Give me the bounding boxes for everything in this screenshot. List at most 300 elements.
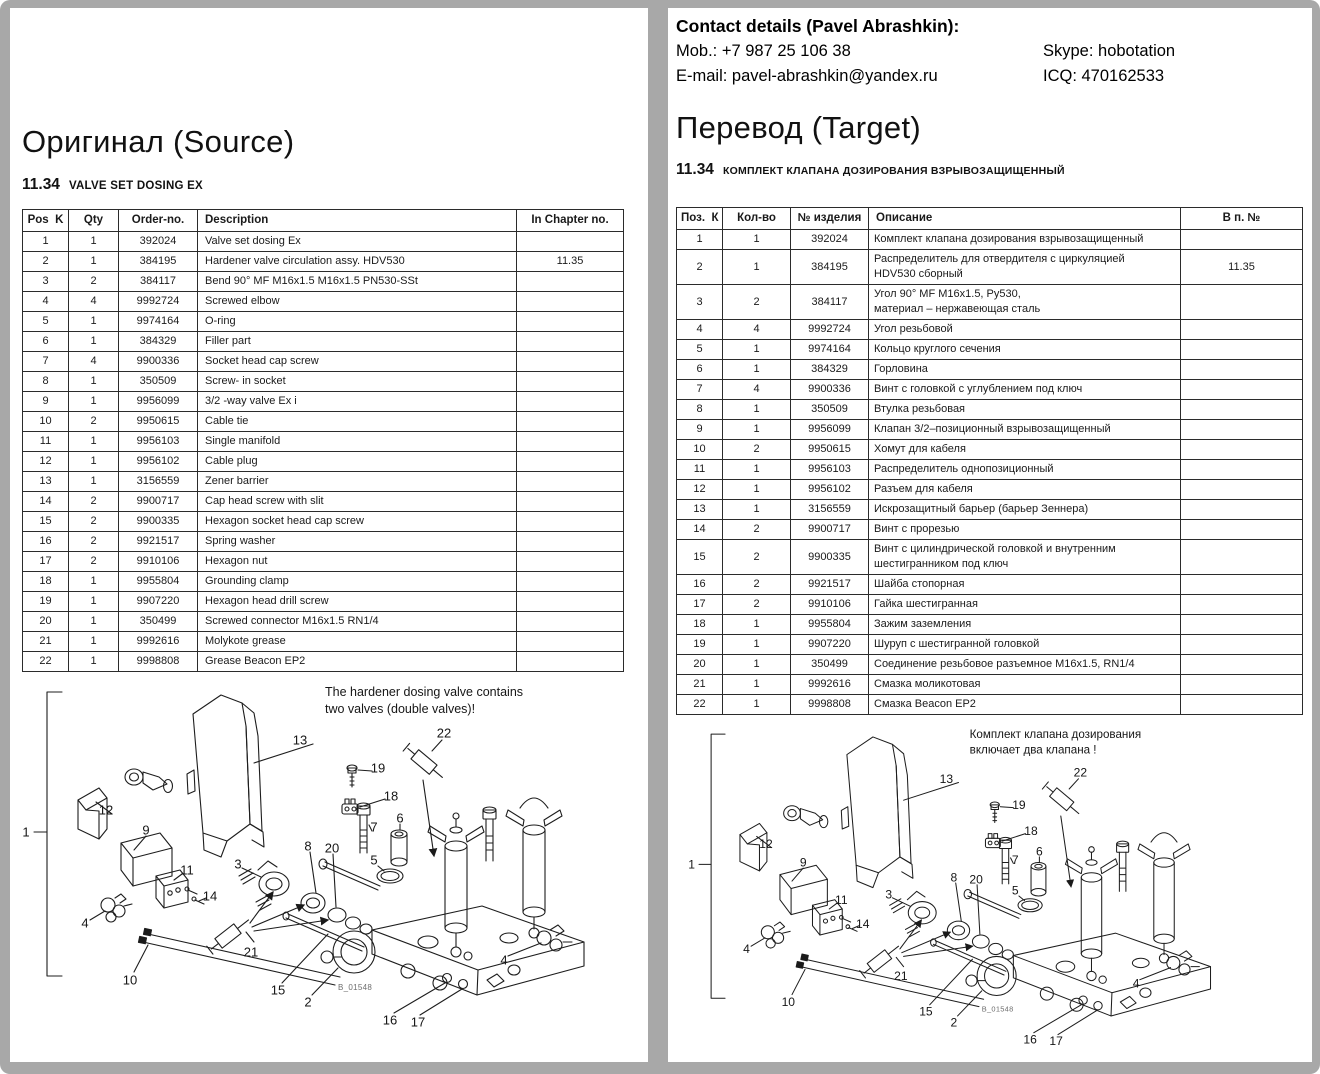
description-cell: Cable plug <box>198 452 517 472</box>
column-header: В п. № <box>1181 208 1303 230</box>
table-cell <box>517 392 624 412</box>
table-cell: 11.35 <box>1181 250 1303 285</box>
description-cell: Bend 90° MF M16x1.5 M16x1.5 PN530-SSt <box>198 272 517 292</box>
table-row <box>23 552 624 572</box>
description-cell: Valve set dosing Ex <box>198 232 517 252</box>
description-cell: Горловина <box>869 360 1181 380</box>
table-row <box>677 400 1303 420</box>
table-row <box>23 532 624 552</box>
table-cell: 9956099 <box>119 392 198 412</box>
description-cell: Grease Beacon EP2 <box>198 652 517 672</box>
table-cell <box>1181 340 1303 360</box>
table-header <box>677 208 1303 230</box>
table-cell: 9992616 <box>791 675 869 695</box>
figure-code: B_01548 <box>338 983 373 992</box>
table-cell: 1 <box>69 572 119 592</box>
part-number-label: 10 <box>122 972 138 988</box>
table-cell: 4 <box>23 292 69 312</box>
table-cell: 15 <box>23 512 69 532</box>
table-row <box>677 675 1303 695</box>
description-cell: Искрозащитный барьер (барьер Зеннера) <box>869 500 1181 520</box>
table-cell <box>1181 520 1303 540</box>
table-cell: 1 <box>69 312 119 332</box>
table-cell: 21 <box>677 675 723 695</box>
table-cell <box>1181 360 1303 380</box>
contact-heading: Contact details (Pavel Abrashkin): <box>676 16 960 36</box>
description-cell: Винт с прорезью <box>869 520 1181 540</box>
table-row <box>23 512 624 532</box>
table-cell: 1 <box>69 592 119 612</box>
table-cell: 9956103 <box>791 460 869 480</box>
part-number-label: 2 <box>950 1015 958 1030</box>
table-row <box>677 540 1303 575</box>
table-row <box>23 312 624 332</box>
part-number-label: 4 <box>500 952 508 968</box>
part-number-label: 22 <box>1073 765 1088 780</box>
table-cell <box>1181 595 1303 615</box>
description-cell: Комплект клапана дозирования взрывозащищенный <box>869 230 1181 250</box>
part-number-label: 13 <box>292 732 308 748</box>
table-cell: 13 <box>677 500 723 520</box>
column-header: Qty <box>69 210 119 232</box>
table-row <box>23 592 624 612</box>
table-cell: 9900335 <box>119 512 198 532</box>
table-row <box>677 695 1303 715</box>
table-cell <box>517 372 624 392</box>
table-cell: 20 <box>677 655 723 675</box>
part-number-label: 5 <box>1011 883 1019 898</box>
table-cell: 2 <box>69 512 119 532</box>
table-cell: 1 <box>723 635 791 655</box>
table-row <box>23 452 624 472</box>
table-cell <box>1181 500 1303 520</box>
table-cell: 2 <box>23 252 69 272</box>
table-cell: 350499 <box>791 655 869 675</box>
table-row <box>23 572 624 592</box>
table-cell: 1 <box>723 675 791 695</box>
table-cell: 384195 <box>119 252 198 272</box>
table-cell: 1 <box>69 632 119 652</box>
table-cell <box>1181 635 1303 655</box>
description-cell: Смазка Beacon EP2 <box>869 695 1181 715</box>
part-number-label: 15 <box>919 1004 933 1019</box>
table-cell: 2 <box>69 492 119 512</box>
part-number-label: 8 <box>304 838 312 854</box>
table-cell: 13 <box>23 472 69 492</box>
table-cell: 1 <box>69 332 119 352</box>
table-cell: 9998808 <box>791 695 869 715</box>
table-cell: 1 <box>723 230 791 250</box>
table-cell: 21 <box>23 632 69 652</box>
table-row <box>677 360 1303 380</box>
table-row <box>677 460 1303 480</box>
target-section-heading <box>676 161 1065 179</box>
contact-skype: Skype: hobotation <box>1043 42 1176 60</box>
table-row <box>677 250 1303 285</box>
table-cell: 1 <box>69 432 119 452</box>
table-row <box>677 320 1303 340</box>
table-cell: 350499 <box>119 612 198 632</box>
table-cell: 12 <box>677 480 723 500</box>
table-cell: 9910106 <box>791 595 869 615</box>
table-cell: 9950615 <box>119 412 198 432</box>
table-cell <box>517 432 624 452</box>
table-cell: 9974164 <box>791 340 869 360</box>
part-number-label: 2 <box>304 994 312 1010</box>
table-cell: 2 <box>69 532 119 552</box>
table-cell: 7 <box>23 352 69 372</box>
table-cell: 9974164 <box>119 312 198 332</box>
table-cell: 9 <box>677 420 723 440</box>
table-row <box>677 440 1303 460</box>
table-cell <box>1181 655 1303 675</box>
table-cell: 3156559 <box>119 472 198 492</box>
table-cell <box>1181 380 1303 400</box>
table-row <box>23 332 624 352</box>
table-cell <box>1181 285 1303 320</box>
table-cell <box>517 232 624 252</box>
description-cell: Molykote grease <box>198 632 517 652</box>
table-row <box>677 635 1303 655</box>
table-cell <box>1181 400 1303 420</box>
table-cell <box>517 552 624 572</box>
table-row <box>677 575 1303 595</box>
part-number-label: 7 <box>1011 852 1019 867</box>
table-cell: 9900336 <box>791 380 869 400</box>
table-cell: 384329 <box>791 360 869 380</box>
table-cell <box>1181 615 1303 635</box>
table-cell: 384329 <box>119 332 198 352</box>
table-cell <box>517 572 624 592</box>
table-cell: 4 <box>677 320 723 340</box>
contact-block <box>676 14 1306 88</box>
table-cell <box>517 612 624 632</box>
table-cell: 1 <box>69 252 119 272</box>
table-cell: 11 <box>677 460 723 480</box>
table-header <box>23 210 624 232</box>
table-cell: 9900717 <box>119 492 198 512</box>
table-cell: 11.35 <box>517 252 624 272</box>
description-cell: Hexagon head drill screw <box>198 592 517 612</box>
description-cell: Cable tie <box>198 412 517 432</box>
description-cell: Hexagon socket head cap screw <box>198 512 517 532</box>
table-cell: 9955804 <box>791 615 869 635</box>
table-cell: 14 <box>23 492 69 512</box>
table-cell: 2 <box>69 412 119 432</box>
table-cell: 1 <box>723 360 791 380</box>
table-row <box>23 392 624 412</box>
table-cell: 18 <box>677 615 723 635</box>
source-title: Оригинал (Source) <box>22 124 295 159</box>
table-cell: 4 <box>69 352 119 372</box>
table-cell <box>1181 480 1303 500</box>
table-cell: 3 <box>677 285 723 320</box>
part-number-label: 12 <box>759 836 773 851</box>
table-cell: 2 <box>723 440 791 460</box>
part-number-label: 11 <box>180 862 194 878</box>
table-row <box>23 632 624 652</box>
table-cell: 17 <box>677 595 723 615</box>
table-row <box>677 480 1303 500</box>
part-number-label: 4 <box>743 942 750 956</box>
table-cell: 9956102 <box>119 452 198 472</box>
table-row <box>23 612 624 632</box>
table-cell: 9992616 <box>119 632 198 652</box>
table-cell: 19 <box>677 635 723 655</box>
description-cell: Распределитель для отвердителя с циркуляцией HDV530 сборный <box>869 250 1181 285</box>
table-cell: 1 <box>723 460 791 480</box>
part-number-label: 11 <box>835 892 848 907</box>
description-cell: Втулка резьбовая <box>869 400 1181 420</box>
part-number-label: 18 <box>383 788 399 804</box>
table-cell <box>517 412 624 432</box>
table-cell: 5 <box>677 340 723 360</box>
table-cell: 9956099 <box>791 420 869 440</box>
table-row <box>677 615 1303 635</box>
contact-email: E-mail: pavel-abrashkin@yandex.ru <box>676 66 938 85</box>
table-cell: 1 <box>723 250 791 285</box>
table-cell <box>517 452 624 472</box>
table-cell: 392024 <box>791 230 869 250</box>
part-number-label: 8 <box>950 870 958 885</box>
table-cell: 4 <box>69 292 119 312</box>
target-parts-table <box>676 207 1303 715</box>
table-row <box>23 352 624 372</box>
table-cell: 1 <box>723 340 791 360</box>
table-cell <box>1181 320 1303 340</box>
table-cell: 6 <box>23 332 69 352</box>
table-cell <box>1181 575 1303 595</box>
table-cell <box>1181 440 1303 460</box>
part-number-label: 10 <box>781 995 796 1009</box>
table-cell <box>517 592 624 612</box>
table-cell: 16 <box>677 575 723 595</box>
table-cell: 10 <box>23 412 69 432</box>
description-cell: O-ring <box>198 312 517 332</box>
table-cell: 9900335 <box>791 540 869 575</box>
table-cell <box>517 512 624 532</box>
table-cell <box>1181 695 1303 715</box>
diagram-annotation: Комплект клапана дозирования включает два клапана ! <box>969 727 1142 757</box>
table-cell: 2 <box>69 272 119 292</box>
table-cell: 17 <box>23 552 69 572</box>
part-number-label: 15 <box>270 982 286 998</box>
description-cell: Screwed elbow <box>198 292 517 312</box>
part-number-label: 22 <box>436 725 452 741</box>
description-cell: Зажим заземления <box>869 615 1181 635</box>
table-cell: 9955804 <box>119 572 198 592</box>
column-header: Описание <box>869 208 1181 230</box>
table-row <box>23 472 624 492</box>
table-cell: 9910106 <box>119 552 198 572</box>
table-cell: 9 <box>23 392 69 412</box>
description-cell: Hexagon nut <box>198 552 517 572</box>
table-cell: 384195 <box>791 250 869 285</box>
target-title: Перевод (Target) <box>676 110 921 145</box>
table-cell <box>517 332 624 352</box>
table-row <box>23 252 624 272</box>
table-cell: 1 <box>69 652 119 672</box>
table-cell <box>1181 420 1303 440</box>
table-row <box>677 420 1303 440</box>
table-cell: 3156559 <box>791 500 869 520</box>
table-cell <box>517 492 624 512</box>
column-header: Кол-во <box>723 208 791 230</box>
source-page <box>10 8 648 1062</box>
table-row <box>23 652 624 672</box>
table-cell: 1 <box>723 400 791 420</box>
table-cell: 350509 <box>119 372 198 392</box>
table-cell: 4 <box>723 380 791 400</box>
table-cell: 16 <box>23 532 69 552</box>
table-cell: 8 <box>23 372 69 392</box>
table-row <box>23 432 624 452</box>
section-number: 11.34 <box>676 161 714 178</box>
table-cell: 1 <box>69 392 119 412</box>
table-cell: 9900717 <box>791 520 869 540</box>
part-number-label: 18 <box>1024 823 1038 838</box>
table-cell: 9921517 <box>119 532 198 552</box>
table-cell: 1 <box>723 695 791 715</box>
table-cell: 1 <box>69 472 119 492</box>
description-cell: Винт с головкой с углублением под ключ <box>869 380 1181 400</box>
table-cell <box>1181 460 1303 480</box>
part-number-label: 13 <box>939 771 954 786</box>
table-cell: 2 <box>723 540 791 575</box>
table-cell: 1 <box>69 372 119 392</box>
description-cell: Смазка моликотовая <box>869 675 1181 695</box>
table-cell <box>517 312 624 332</box>
description-cell: Socket head cap screw <box>198 352 517 372</box>
table-cell: 1 <box>723 500 791 520</box>
part-number-label: 7 <box>370 819 378 835</box>
description-cell: Filler part <box>198 332 517 352</box>
table-cell: 4 <box>723 320 791 340</box>
table-row <box>677 380 1303 400</box>
table-cell: 20 <box>23 612 69 632</box>
table-cell: 3 <box>23 272 69 292</box>
description-cell: 3/2 -way valve Ex i <box>198 392 517 412</box>
part-number-label: 17 <box>1049 1034 1063 1049</box>
description-cell: Хомут для кабеля <box>869 440 1181 460</box>
part-number-label: 4 <box>81 915 89 931</box>
description-cell: Single manifold <box>198 432 517 452</box>
table-cell: 350509 <box>791 400 869 420</box>
table-cell <box>1181 230 1303 250</box>
table-cell <box>517 652 624 672</box>
table-cell: 1 <box>723 420 791 440</box>
table-cell <box>517 632 624 652</box>
table-cell: 6 <box>677 360 723 380</box>
table-cell: 9921517 <box>791 575 869 595</box>
description-cell: Cap head screw with slit <box>198 492 517 512</box>
target-page <box>668 8 1312 1062</box>
table-row <box>677 230 1303 250</box>
table-cell: 9907220 <box>791 635 869 655</box>
column-header: Pos K <box>23 210 69 232</box>
table-cell: 10 <box>677 440 723 460</box>
table-cell: 9992724 <box>791 320 869 340</box>
part-number-label: 19 <box>370 760 386 776</box>
part-number-label: 5 <box>370 852 378 868</box>
description-cell: Клапан 3/2–позиционный взрывозащищенный <box>869 420 1181 440</box>
table-cell: 1 <box>723 615 791 635</box>
part-number-label: 6 <box>396 810 404 826</box>
contact-icq: ICQ: 470162533 <box>1043 66 1165 85</box>
table-row <box>23 372 624 392</box>
description-cell: Screw- in socket <box>198 372 517 392</box>
part-number-label: 16 <box>1023 1032 1037 1047</box>
table-row <box>677 655 1303 675</box>
table-cell: 9950615 <box>791 440 869 460</box>
description-cell: Hardener valve circulation assy. HDV530 <box>198 252 517 272</box>
part-number-label: 14 <box>202 888 218 904</box>
table-row <box>23 412 624 432</box>
table-cell: 9907220 <box>119 592 198 612</box>
part-number-label: 14 <box>855 916 870 931</box>
table-cell <box>1181 540 1303 575</box>
table-row <box>23 232 624 252</box>
description-cell: Grounding clamp <box>198 572 517 592</box>
part-number-label: 16 <box>382 1012 398 1028</box>
table-row <box>23 292 624 312</box>
table-cell: 15 <box>677 540 723 575</box>
part-number-label: 3 <box>885 887 893 902</box>
table-cell: 9956102 <box>791 480 869 500</box>
description-cell: Шуруп с шестигранной головкой <box>869 635 1181 655</box>
table-row <box>23 272 624 292</box>
table-cell: 12 <box>23 452 69 472</box>
table-row <box>677 500 1303 520</box>
table-cell: 2 <box>677 250 723 285</box>
table-cell <box>517 272 624 292</box>
description-cell: Угол 90° MF M16x1.5, Ру530, материал – нержавеющая сталь <box>869 285 1181 320</box>
table-cell: 22 <box>677 695 723 715</box>
description-cell: Разъем для кабеля <box>869 480 1181 500</box>
table-cell: 1 <box>69 612 119 632</box>
part-number-label: 19 <box>1012 797 1026 812</box>
part-number-label: 21 <box>243 944 259 960</box>
part-number-label: 12 <box>98 802 114 818</box>
table-cell: 2 <box>723 575 791 595</box>
table-cell: 7 <box>677 380 723 400</box>
part-number-label: 21 <box>894 968 908 983</box>
table-row <box>677 595 1303 615</box>
part-number-label: 3 <box>234 856 242 872</box>
table-cell <box>517 472 624 492</box>
table-row <box>23 492 624 512</box>
description-cell: Zener barrier <box>198 472 517 492</box>
section-number: 11.34 <box>22 176 60 193</box>
table-cell: 11 <box>23 432 69 452</box>
table-cell: 1 <box>69 452 119 472</box>
description-cell: Spring washer <box>198 532 517 552</box>
table-row <box>677 520 1303 540</box>
table-row <box>677 285 1303 320</box>
table-cell: 1 <box>69 232 119 252</box>
source-section-heading <box>22 176 203 194</box>
description-cell: Screwed connector M16x1.5 RN1/4 <box>198 612 517 632</box>
section-title: КОМПЛЕКТ КЛАПАНА ДОЗИРОВАНИЯ ВЗРЫВОЗАЩИЩЕННЫЙ <box>722 165 1065 177</box>
description-cell: Угол резьбовой <box>869 320 1181 340</box>
description-cell: Кольцо круглого сечения <box>869 340 1181 360</box>
table-cell: 9992724 <box>119 292 198 312</box>
contact-mobile: Mob.: +7 987 25 106 38 <box>676 42 851 60</box>
table-cell: 14 <box>677 520 723 540</box>
description-cell: Винт с цилиндрической головкой и внутренним шестигранником под ключ <box>869 540 1181 575</box>
table-cell <box>1181 675 1303 695</box>
table-cell <box>517 532 624 552</box>
